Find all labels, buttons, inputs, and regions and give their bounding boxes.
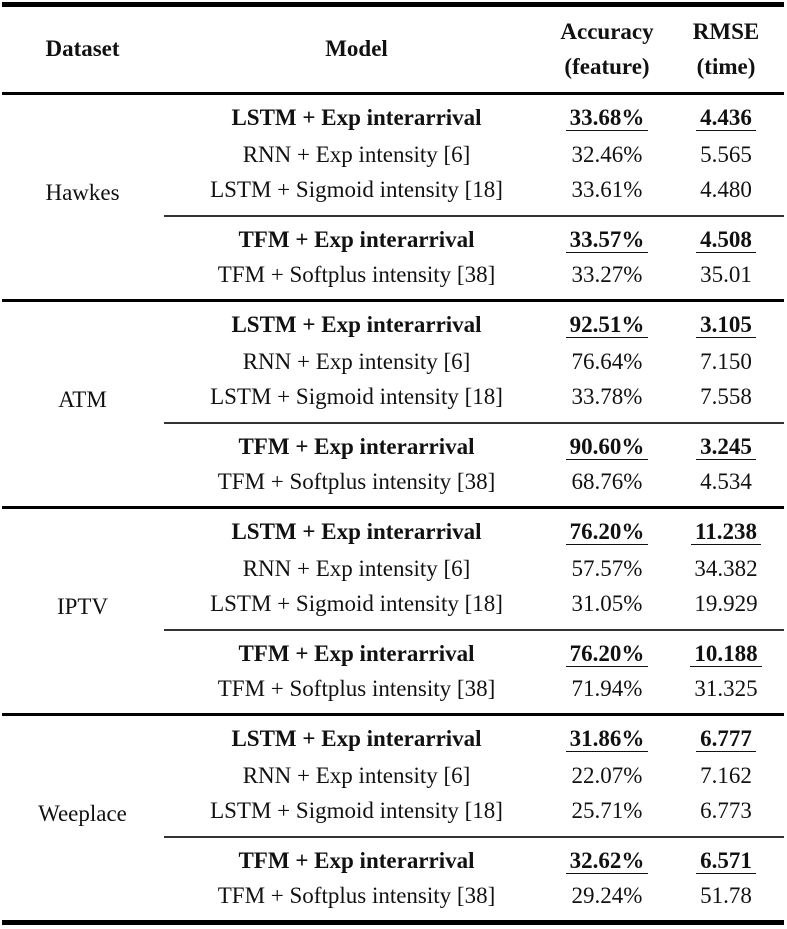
header-model: Model bbox=[325, 36, 388, 61]
model-name: TFM + Exp interarrival bbox=[238, 641, 475, 666]
rmse-value bbox=[666, 176, 786, 204]
accuracy-text: 76.20% bbox=[566, 642, 649, 667]
rmse-text: 3.105 bbox=[696, 313, 756, 338]
accuracy-text: 32.62% bbox=[566, 849, 649, 874]
rmse-text: 4.508 bbox=[696, 228, 756, 253]
group-divider bbox=[164, 422, 784, 424]
rmse-text: 7.150 bbox=[700, 349, 752, 374]
accuracy-text: 33.68% bbox=[566, 106, 649, 131]
rmse-text: 7.558 bbox=[700, 384, 752, 409]
model-name: TFM + Softplus intensity [38] bbox=[217, 469, 496, 494]
accuracy-value bbox=[548, 468, 666, 496]
dataset-label: ATM bbox=[58, 387, 107, 412]
accuracy-value bbox=[548, 762, 666, 790]
accuracy-text: 31.86% bbox=[566, 727, 649, 752]
accuracy-text: 92.51% bbox=[566, 313, 649, 338]
model-name: LSTM + Exp interarrival bbox=[231, 312, 482, 337]
accuracy-value bbox=[548, 311, 666, 339]
accuracy-value bbox=[548, 348, 666, 376]
accuracy-value bbox=[548, 261, 666, 289]
rmse-value bbox=[666, 261, 786, 289]
section-rule bbox=[2, 299, 784, 302]
accuracy-value bbox=[548, 640, 666, 668]
accuracy-text: 33.61% bbox=[571, 177, 643, 202]
rmse-text: 11.238 bbox=[691, 520, 761, 545]
accuracy-value bbox=[548, 226, 666, 254]
accuracy-text: 76.64% bbox=[571, 349, 643, 374]
rmse-text: 7.162 bbox=[700, 763, 752, 788]
rmse-text: 34.382 bbox=[694, 556, 758, 581]
accuracy-text: 76.20% bbox=[566, 520, 649, 545]
accuracy-text: 32.46% bbox=[571, 142, 643, 167]
model-name: LSTM + Exp interarrival bbox=[231, 105, 482, 130]
accuracy-text: 31.05% bbox=[571, 591, 643, 616]
accuracy-value bbox=[548, 433, 666, 461]
rmse-text: 31.325 bbox=[694, 676, 758, 701]
model-name: RNN + Exp intensity [6] bbox=[242, 349, 471, 374]
model-name: RNN + Exp intensity [6] bbox=[242, 556, 471, 581]
rmse-value bbox=[666, 640, 786, 668]
rmse-value bbox=[666, 518, 786, 546]
rmse-text: 35.01 bbox=[700, 262, 752, 287]
accuracy-value bbox=[548, 383, 666, 411]
accuracy-text: 33.57% bbox=[566, 228, 649, 253]
dataset-label: IPTV bbox=[56, 594, 109, 619]
rmse-text: 6.773 bbox=[700, 798, 752, 823]
rmse-value bbox=[666, 226, 786, 254]
rmse-text: 19.929 bbox=[694, 591, 758, 616]
rmse-value bbox=[666, 725, 786, 753]
rmse-value bbox=[666, 675, 786, 703]
accuracy-text: 90.60% bbox=[566, 435, 649, 460]
header-accuracy: Accuracy bbox=[560, 19, 654, 44]
rmse-text: 4.480 bbox=[700, 177, 752, 202]
group-divider bbox=[164, 215, 784, 217]
model-name: LSTM + Sigmoid intensity [18] bbox=[210, 798, 503, 823]
dataset-label: Hawkes bbox=[45, 180, 120, 205]
accuracy-value bbox=[548, 882, 666, 910]
rmse-value bbox=[666, 468, 786, 496]
rmse-value bbox=[666, 104, 786, 132]
rmse-value bbox=[666, 141, 786, 169]
rmse-value bbox=[666, 847, 786, 875]
bottom-rule bbox=[2, 920, 784, 925]
accuracy-text: 25.71% bbox=[571, 798, 643, 823]
header-rmse-sub: (time) bbox=[696, 54, 756, 79]
model-name: LSTM + Exp interarrival bbox=[231, 519, 482, 544]
model-name: TFM + Softplus intensity [38] bbox=[217, 262, 496, 287]
rmse-value bbox=[666, 383, 786, 411]
header-rmse: RMSE bbox=[692, 19, 760, 44]
model-name: LSTM + Exp interarrival bbox=[231, 726, 482, 751]
accuracy-value bbox=[548, 555, 666, 583]
accuracy-value bbox=[548, 518, 666, 546]
rmse-value bbox=[666, 882, 786, 910]
top-rule bbox=[2, 2, 784, 7]
rmse-text: 10.188 bbox=[690, 642, 761, 667]
accuracy-text: 29.24% bbox=[571, 883, 643, 908]
rmse-value bbox=[666, 797, 786, 825]
accuracy-text: 71.94% bbox=[571, 676, 643, 701]
accuracy-value bbox=[548, 104, 666, 132]
rmse-text: 4.534 bbox=[700, 469, 752, 494]
accuracy-text: 33.78% bbox=[571, 384, 643, 409]
rmse-value bbox=[666, 590, 786, 618]
accuracy-text: 33.27% bbox=[571, 262, 643, 287]
accuracy-value bbox=[548, 797, 666, 825]
section-rule bbox=[2, 713, 784, 716]
rmse-text: 5.565 bbox=[700, 142, 752, 167]
rmse-text: 6.571 bbox=[696, 849, 756, 874]
model-name: RNN + Exp intensity [6] bbox=[242, 763, 471, 788]
accuracy-value bbox=[548, 176, 666, 204]
accuracy-text: 57.57% bbox=[571, 556, 643, 581]
rmse-text: 51.78 bbox=[700, 883, 752, 908]
accuracy-value bbox=[548, 590, 666, 618]
header-rule bbox=[2, 92, 784, 95]
accuracy-value bbox=[548, 675, 666, 703]
rmse-value bbox=[666, 433, 786, 461]
model-name: RNN + Exp intensity [6] bbox=[242, 142, 471, 167]
dataset-label: Weeplace bbox=[38, 801, 127, 826]
rmse-text: 4.436 bbox=[696, 106, 756, 131]
group-divider bbox=[164, 629, 784, 631]
model-name: LSTM + Sigmoid intensity [18] bbox=[210, 384, 503, 409]
model-name: TFM + Softplus intensity [38] bbox=[217, 883, 496, 908]
rmse-text: 3.245 bbox=[696, 435, 756, 460]
group-divider bbox=[164, 836, 784, 838]
header-dataset: Dataset bbox=[45, 36, 120, 61]
model-name: LSTM + Sigmoid intensity [18] bbox=[210, 177, 503, 202]
model-name: TFM + Softplus intensity [38] bbox=[217, 676, 496, 701]
rmse-value bbox=[666, 762, 786, 790]
accuracy-value bbox=[548, 725, 666, 753]
rmse-text: 6.777 bbox=[696, 727, 756, 752]
model-name: LSTM + Sigmoid intensity [18] bbox=[210, 591, 503, 616]
section-rule bbox=[2, 506, 784, 509]
rmse-value bbox=[666, 348, 786, 376]
rmse-value bbox=[666, 555, 786, 583]
accuracy-text: 22.07% bbox=[571, 763, 643, 788]
model-name: TFM + Exp interarrival bbox=[238, 848, 475, 873]
model-name: TFM + Exp interarrival bbox=[238, 227, 475, 252]
model-name: TFM + Exp interarrival bbox=[238, 434, 475, 459]
accuracy-value bbox=[548, 141, 666, 169]
accuracy-value bbox=[548, 847, 666, 875]
header-accuracy-sub: (feature) bbox=[564, 54, 650, 79]
rmse-value bbox=[666, 311, 786, 339]
accuracy-text: 68.76% bbox=[571, 469, 643, 494]
